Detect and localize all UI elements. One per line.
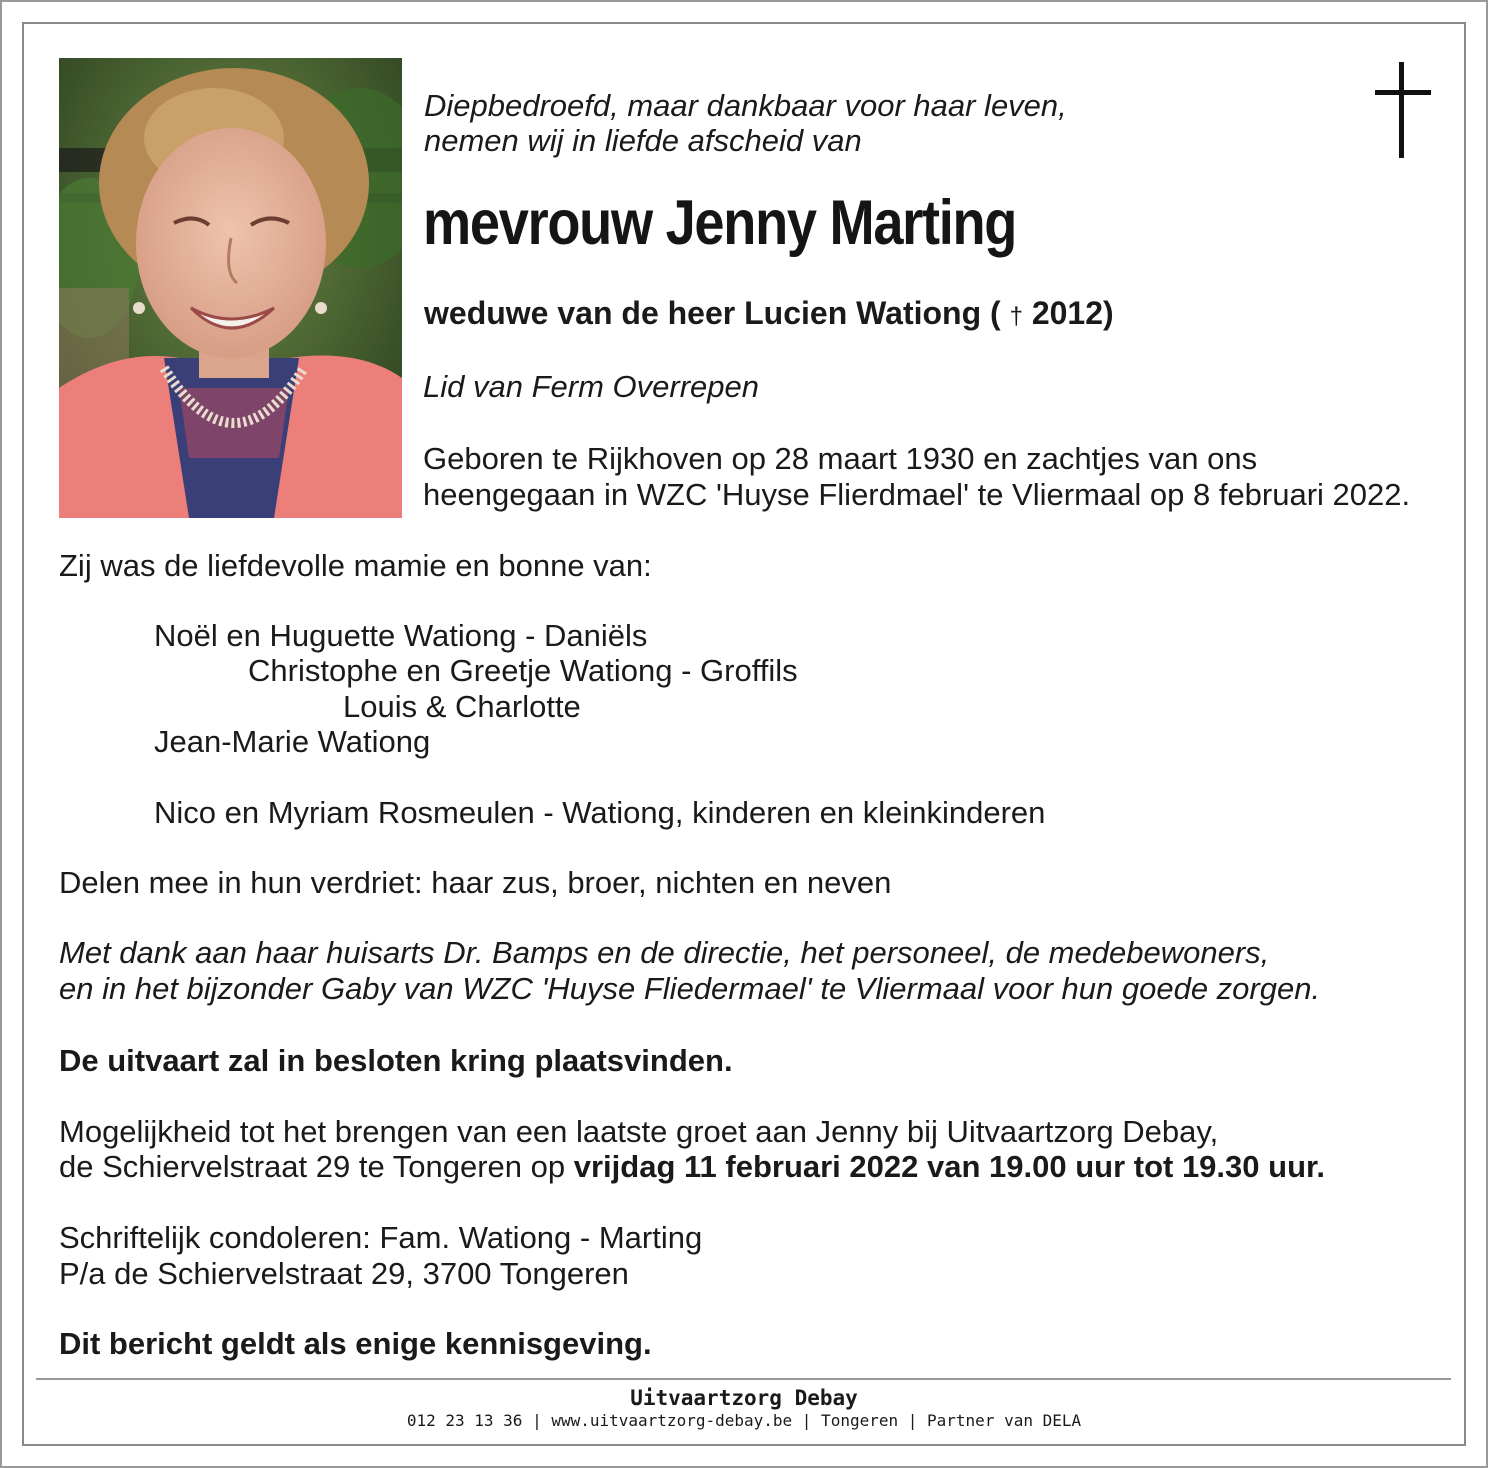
membership: Lid van Ferm Overrepen: [423, 369, 759, 404]
death-cross-icon: †: [1009, 303, 1023, 330]
family-member: Nico en Myriam Rosmeulen - Wationg, kinderen en kleinkinderen: [154, 795, 1046, 830]
visit-location: de Schiervelstraat 29 te Tongeren op: [59, 1149, 566, 1184]
widow-line: [424, 296, 1114, 334]
family-member: Louis & Charlotte: [343, 689, 581, 724]
thanks-line-1: Met dank aan haar huisarts Dr. Bamps en de directie, het personeel, de medebewoners,: [59, 935, 1270, 970]
footer-divider: [36, 1378, 1451, 1380]
sharing-line: Delen mee in hun verdriet: haar zus, broer, nichten en neven: [59, 865, 892, 900]
visit-datetime: vrijdag 11 februari 2022 van 19.00 uur tot 19.30 uur.: [573, 1149, 1325, 1184]
funeral-private: De uitvaart zal in besloten kring plaatsvinden.: [59, 1043, 733, 1078]
notice-line: Dit bericht geldt als enige kennisgeving.: [59, 1326, 652, 1361]
condolence-line-1: Schriftelijk condoleren: Fam. Wationg - Marting: [59, 1220, 703, 1255]
intro-line-2: nemen wij in liefde afscheid van: [424, 123, 862, 158]
family-member: Jean-Marie Wationg: [154, 724, 431, 759]
visit-line-1: Mogelijkheid tot het brengen van een laatste groet aan Jenny bij Uitvaartzorg Debay,: [59, 1114, 1219, 1149]
birth-line-2: heengegaan in WZC 'Huyse Flierdmael' te Vliermaal op 8 februari 2022.: [423, 477, 1411, 512]
thanks-line-2: en in het bijzonder Gaby van WZC 'Huyse Fliedermael' te Vliermaal voor hun goede zorgen.: [59, 971, 1321, 1006]
footer-info: 012 23 13 36 | www.uitvaartzorg-debay.be | Tongeren | Partner van DELA: [406, 1411, 1082, 1430]
footer-company: Uitvaartzorg Debay: [630, 1386, 858, 1410]
condolence-line-2: P/a de Schiervelstraat 29, 3700 Tongeren: [59, 1256, 629, 1291]
birth-line-1: Geboren te Rijkhoven op 28 maart 1930 en zachtjes van ons: [423, 441, 1258, 476]
family-member: Christophe en Greetje Wationg - Groffils: [248, 653, 798, 688]
cross-icon: [1372, 60, 1432, 160]
family-intro: Zij was de liefdevolle mamie en bonne van:: [59, 548, 652, 583]
intro-line-1: Diepbedroefd, maar dankbaar voor haar leven,: [424, 88, 1067, 123]
deceased-name: mevrouw Jenny Marting: [423, 188, 1017, 258]
widow-year: 2012): [1031, 295, 1114, 331]
visit-line-2: [59, 1149, 1325, 1184]
family-member: Noël en Huguette Wationg - Daniëls: [154, 618, 648, 653]
widow-prefix: weduwe van de heer Lucien Wationg (: [424, 295, 1001, 331]
portrait-photo: [59, 58, 402, 518]
